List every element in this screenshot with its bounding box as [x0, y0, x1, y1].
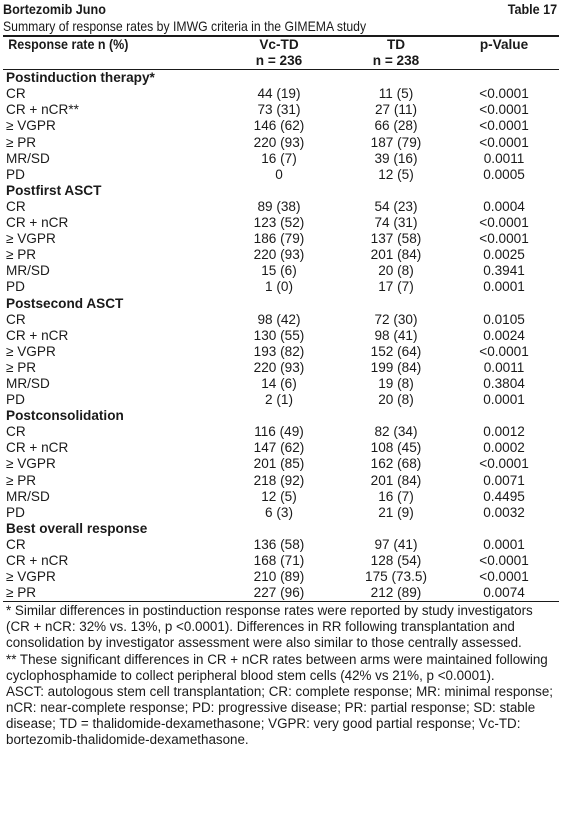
cell-td: 21 (9) — [378, 504, 414, 520]
row-label: MR/SD — [6, 375, 50, 391]
cell-vctd: 89 (38) — [257, 198, 301, 214]
cell-td: 27 (11) — [374, 102, 418, 118]
row-label: PD — [6, 279, 25, 295]
row-label: MR/SD — [6, 150, 50, 166]
cell-vctd: 12 (5) — [261, 488, 297, 504]
cell-p-value: 0.3804 — [483, 375, 525, 391]
row-label: ≥ PR — [6, 247, 37, 263]
table-row — [3, 151, 559, 167]
cell-vctd: 220 (93) — [253, 359, 305, 375]
table-row — [3, 505, 559, 521]
row-label: CR — [6, 198, 26, 214]
cell-p-value: <0.0001 — [479, 215, 529, 231]
cell-td: 97 (41) — [374, 536, 418, 552]
table-row — [3, 328, 559, 344]
cell-td: 128 (54) — [370, 553, 422, 568]
section-title: Postinduction therapy* — [6, 70, 155, 86]
table-row — [3, 263, 559, 279]
title-row — [3, 1, 559, 18]
section-title: Postconsolidation — [6, 408, 124, 424]
column-header-label: Response rate n (%) — [8, 37, 129, 52]
section-header-row — [3, 70, 559, 86]
row-label: ≥ VGPR — [6, 456, 56, 472]
cell-vctd: 201 (85) — [253, 456, 305, 472]
cell-p-value: 0.0005 — [483, 166, 525, 182]
row-label: ≥ PR — [6, 472, 37, 488]
column-header-td: TD n = 238 — [372, 37, 420, 69]
document-page — [3, 0, 559, 748]
cell-vctd: 0 — [275, 166, 283, 182]
cell-p-value: 0.0074 — [483, 585, 525, 601]
cell-vctd: 2 (1) — [265, 392, 293, 408]
cell-p-value: 0.0004 — [483, 198, 525, 214]
cell-td: 199 (84) — [370, 359, 422, 375]
row-label: CR + nCR — [6, 215, 69, 231]
table-caption: Summary of response rates by IMWG criteria in the GIMEMA study — [3, 19, 367, 34]
response-rate-body — [3, 70, 559, 601]
table-row — [3, 167, 559, 183]
table-row — [3, 344, 559, 360]
cell-vctd: 136 (58) — [253, 536, 305, 552]
row-label: CR + nCR — [6, 327, 69, 343]
cell-p-value: 0.4495 — [483, 488, 525, 504]
section-title: Postfirst ASCT — [6, 182, 102, 198]
table-row — [3, 215, 559, 231]
footnotes — [3, 602, 559, 748]
row-label: CR — [6, 424, 26, 440]
table-row — [3, 585, 559, 601]
cell-vctd: 220 (93) — [253, 247, 305, 263]
cell-vctd: 116 (49) — [254, 424, 304, 440]
cell-p-value: 0.0012 — [483, 424, 525, 440]
table-row — [3, 473, 559, 489]
table-row — [3, 553, 559, 569]
cell-vctd: 147 (62) — [253, 440, 305, 456]
row-label: PD — [6, 392, 25, 408]
cell-td: 74 (31) — [374, 215, 418, 231]
table-row — [3, 312, 559, 328]
row-label: ≥ VGPR — [6, 343, 56, 359]
table-row — [3, 86, 559, 102]
table-number: Table 17 — [507, 1, 558, 17]
row-label: ≥ VGPR — [6, 569, 56, 585]
cell-vctd: 15 (6) — [261, 263, 297, 279]
row-label: CR — [6, 311, 26, 327]
table-row — [3, 247, 559, 263]
row-label: ≥ VGPR — [6, 231, 56, 247]
table-row — [3, 440, 559, 456]
cell-td: 187 (79) — [370, 134, 422, 150]
cell-td: 39 (16) — [374, 150, 418, 166]
cell-vctd: 227 (96) — [253, 585, 305, 601]
cell-td: 11 (5) — [378, 86, 414, 102]
cell-p-value: 0.0011 — [483, 359, 525, 375]
response-rate-table — [3, 37, 559, 69]
table-row — [3, 489, 559, 505]
table-row — [3, 135, 559, 151]
cell-vctd: 193 (82) — [253, 343, 305, 359]
row-label: CR — [6, 536, 26, 552]
document-title: Bortezomib Juno — [3, 1, 106, 17]
section-title: Postsecond ASCT — [6, 295, 124, 311]
table-row — [3, 424, 559, 440]
cell-p-value: 0.0011 — [483, 150, 525, 166]
table-row — [3, 279, 559, 295]
cell-p-value: 0.0001 — [483, 536, 525, 552]
section-header-row — [3, 183, 559, 199]
footnote-1: * Similar differences in postinduction response rates were reported by study investigators (CR + nCR: 32% vs. 13%, p <0.0001). Differences in RR following transplantation and consolidation by investigator assessment were also similar to those centrally assessed. — [6, 603, 533, 651]
cell-td: 201 (84) — [370, 472, 422, 488]
cell-p-value: 0.0002 — [483, 440, 525, 456]
cell-p-value: 0.0001 — [483, 279, 525, 295]
cell-td: 137 (58) — [370, 231, 422, 247]
row-label: ≥ PR — [6, 585, 37, 601]
cell-td: 54 (23) — [374, 198, 418, 214]
row-label: MR/SD — [6, 488, 50, 504]
cell-p-value: <0.0001 — [479, 86, 529, 102]
row-label: ≥ PR — [6, 359, 37, 375]
cell-vctd: 130 (55) — [253, 327, 305, 343]
cell-td: 82 (34) — [374, 424, 418, 440]
table-row — [3, 102, 559, 118]
cell-vctd: 123 (52) — [253, 215, 305, 231]
table-row — [3, 376, 559, 392]
cell-td: 20 (8) — [378, 392, 414, 408]
cell-p-value: <0.0001 — [479, 134, 529, 150]
cell-td: 108 (45) — [370, 440, 422, 456]
row-label: PD — [6, 504, 25, 520]
row-label: CR + nCR — [6, 553, 69, 568]
cell-vctd: 146 (62) — [253, 118, 305, 134]
table-row — [3, 392, 559, 408]
row-label: MR/SD — [6, 263, 50, 279]
cell-p-value: <0.0001 — [479, 456, 529, 472]
cell-td: 12 (5) — [378, 166, 414, 182]
cell-p-value: <0.0001 — [479, 102, 529, 118]
cell-td: 17 (7) — [378, 279, 414, 295]
abbreviations-note: ASCT: autologous stem cell transplantation; CR: complete response; MR: minimal response; nCR: near-complete response; PD: progressive disease; PR: partial response; SD: stable disease; TD = thalidomide-dexamethasone; VGPR: very good partial response; Vc-TD: bortezomib-thalidomide-dexamethasone. — [6, 683, 554, 748]
cell-vctd: 186 (79) — [253, 231, 305, 247]
cell-td: 20 (8) — [378, 263, 414, 279]
cell-td: 66 (28) — [374, 118, 418, 134]
row-label: PD — [6, 166, 25, 182]
cell-p-value: <0.0001 — [479, 231, 529, 247]
row-label: CR + nCR — [6, 440, 69, 456]
cell-vctd: 6 (3) — [265, 504, 293, 520]
cell-td: 175 (73.5) — [365, 569, 427, 585]
table-row — [3, 569, 559, 585]
row-label: ≥ VGPR — [6, 118, 56, 134]
cell-vctd: 218 (92) — [253, 472, 305, 488]
cell-vctd: 73 (31) — [257, 102, 301, 118]
cell-td: 162 (68) — [370, 456, 422, 472]
row-label: CR — [6, 86, 26, 102]
cell-p-value: <0.0001 — [479, 569, 529, 585]
row-label: CR + nCR** — [6, 102, 79, 118]
section-header-row — [3, 408, 559, 424]
section-title: Best overall response — [6, 520, 148, 536]
cell-td: 212 (89) — [370, 585, 422, 601]
cell-vctd: 44 (19) — [257, 86, 301, 102]
footnote-2: ** These significant differences in CR + nCR rates between arms were maintained following cyclophosphamide to collect peripheral blood stem cells (42% vs 21%, p <0.0001). — [6, 651, 548, 683]
cell-p-value: <0.0001 — [479, 343, 529, 359]
cell-p-value: 0.0024 — [483, 327, 525, 343]
cell-vctd: 1 (0) — [265, 279, 293, 295]
cell-td: 19 (8) — [378, 375, 414, 391]
row-label: ≥ PR — [6, 134, 37, 150]
column-header-vctd: Vc-TD n = 236 — [255, 37, 303, 69]
cell-vctd: 220 (93) — [253, 134, 305, 150]
cell-p-value: 0.0001 — [483, 392, 525, 408]
table-row — [3, 118, 559, 134]
cell-p-value: 0.0105 — [483, 311, 525, 327]
cell-td: 98 (41) — [374, 327, 418, 343]
cell-vctd: 98 (42) — [257, 311, 301, 327]
section-header-row — [3, 521, 559, 537]
cell-vctd: 14 (6) — [261, 375, 297, 391]
cell-p-value: 0.0032 — [483, 504, 525, 520]
section-header-row — [3, 296, 559, 312]
table-row — [3, 537, 559, 553]
cell-td: 16 (7) — [378, 488, 414, 504]
cell-p-value: <0.0001 — [479, 118, 529, 134]
cell-p-value: <0.0001 — [479, 553, 529, 568]
cell-td: 201 (84) — [370, 247, 422, 263]
cell-p-value: 0.0071 — [483, 472, 525, 488]
cell-td: 72 (30) — [374, 311, 418, 327]
cell-td: 152 (64) — [370, 343, 422, 359]
header-row — [3, 37, 559, 69]
column-header-p-value: p-Value — [479, 37, 529, 52]
table-row — [3, 231, 559, 247]
cell-vctd: 210 (89) — [253, 569, 305, 585]
cell-p-value: 0.0025 — [483, 247, 525, 263]
table-row — [3, 456, 559, 472]
table-row — [3, 360, 559, 376]
cell-vctd: 16 (7) — [261, 150, 297, 166]
cell-vctd: 168 (71) — [253, 553, 305, 568]
table-row — [3, 199, 559, 215]
cell-p-value: 0.3941 — [483, 263, 525, 279]
table-body — [3, 70, 559, 601]
